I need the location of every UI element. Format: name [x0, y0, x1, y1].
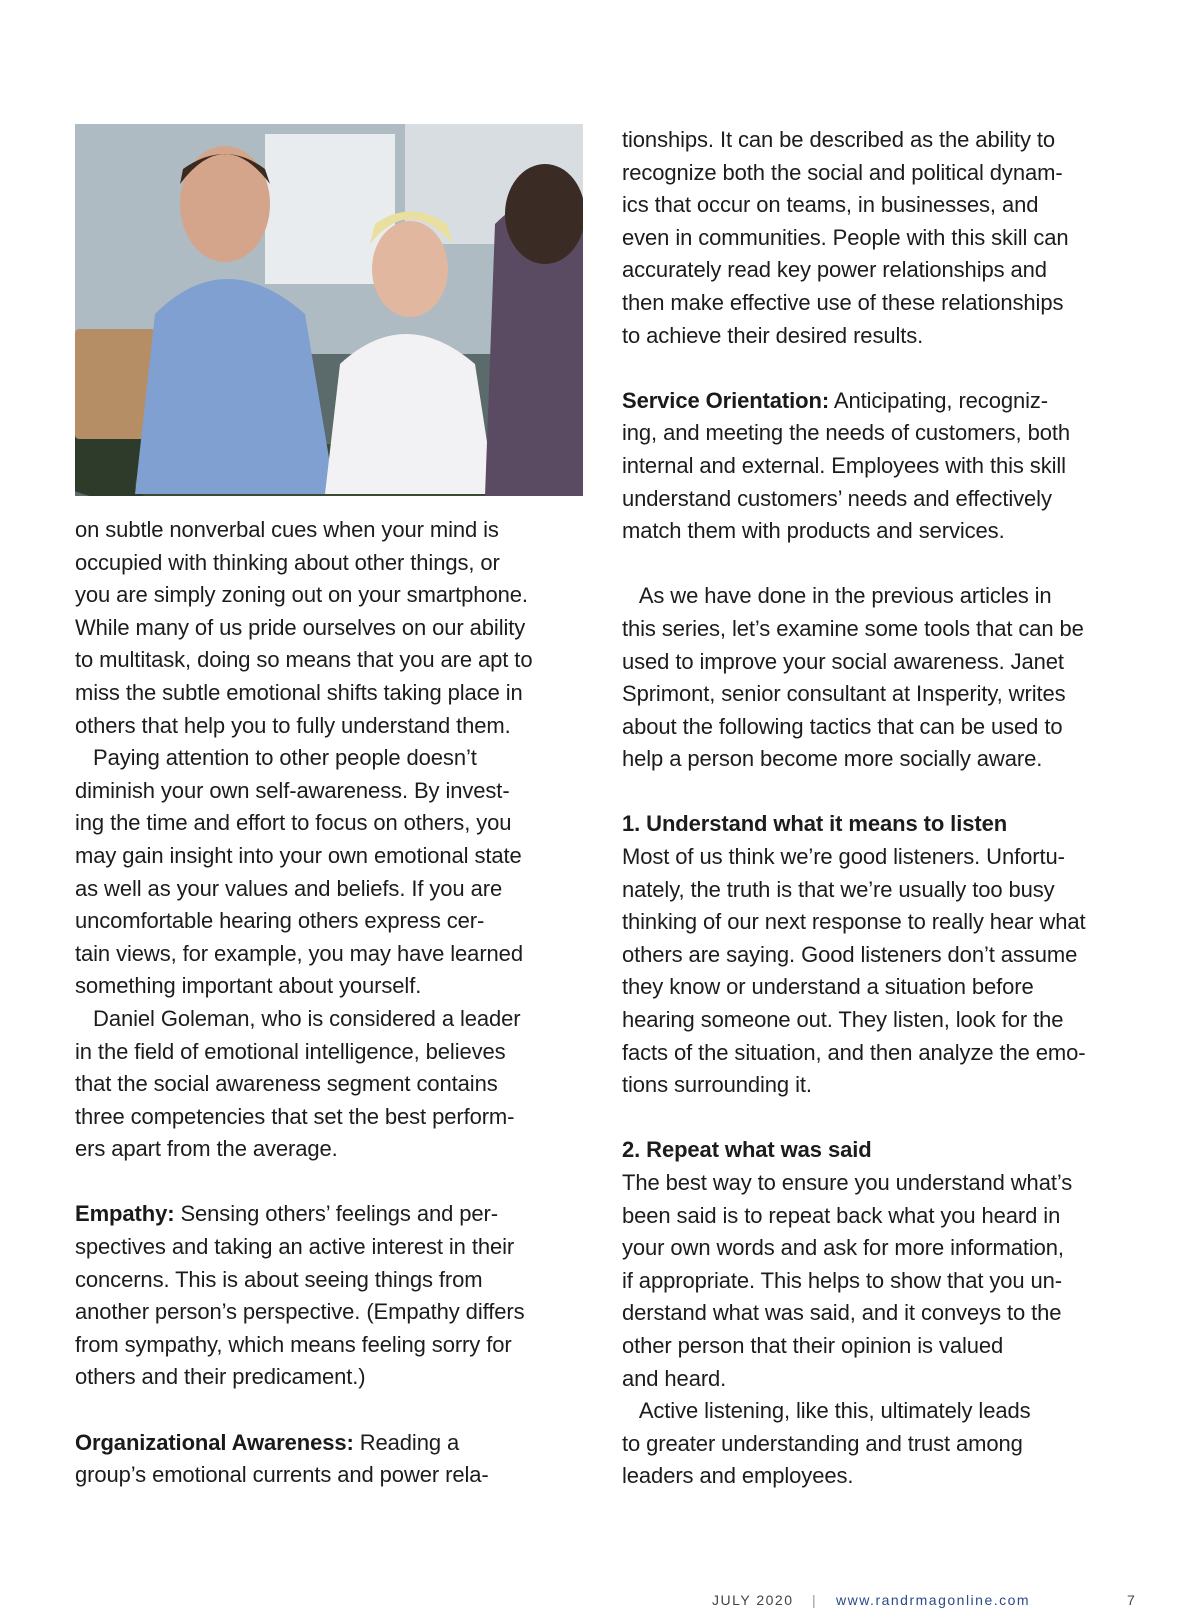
section-2-text-line: been said is to repeat back what you heard in: [622, 1202, 1061, 1228]
section-1-text-line: nately, the truth is that we’re usually too busy: [622, 876, 1055, 902]
org-first-line: [75, 1427, 585, 1460]
service-text-line: ing, and meeting the needs of customers, both: [622, 420, 1071, 446]
section-1-text-line: others are saying. Good listeners don’t assume: [622, 941, 1078, 967]
section-1-text-line: Most of us think we’re good listeners. Unfortu-: [622, 844, 1065, 870]
intro-text-line: about the following tactics that can be used to: [622, 713, 1063, 739]
service-text-line: match them with products and services.: [622, 518, 1005, 544]
service-text-line: internal and external. Employees with this skill: [622, 452, 1066, 478]
org-awareness-text-line: to achieve their desired results.: [622, 322, 924, 348]
left-column: [75, 124, 585, 1492]
section-2-text-line: The best way to ensure you understand what’s: [622, 1170, 1073, 1195]
org-awareness-text-line: recognize both the social and political dynam-: [622, 159, 1063, 185]
body-text-line: tain views, for example, you may have learned: [75, 940, 523, 966]
org-awareness-text-line: even in communities. People with this skill can: [622, 224, 1069, 250]
org-awareness-text-line: ics that occur on teams, in businesses, and: [622, 192, 1039, 218]
intro-text-line: used to improve your social awareness. Janet: [622, 648, 1064, 674]
body-text-line: occupied with thinking about other things, or: [75, 549, 500, 575]
footer-website-link[interactable]: www.randrmagonline.com: [836, 1592, 1031, 1608]
section-heading-2: 2. Repeat what was said: [622, 1137, 872, 1163]
page-footer: [0, 1592, 1200, 1612]
body-text-line: that the social awareness segment contains: [75, 1071, 498, 1097]
body-text-line: While many of us pride ourselves on our ability: [75, 614, 526, 640]
section-1-text-line: hearing someone out. They listen, look for the: [622, 1007, 1064, 1033]
body-text-line: Daniel Goleman, who is considered a leader: [75, 1005, 521, 1031]
section-1-text-line: thinking of our next response to really hear what: [622, 909, 1086, 935]
org-awareness-text-line: tionships. It can be described as the ability to: [622, 127, 1056, 152]
body-text-line: Paying attention to other people doesn’t: [75, 745, 477, 771]
service-text: Anticipating, recogniz-: [829, 387, 1049, 413]
section-2-text-line: if appropriate. This helps to show that you un-: [622, 1267, 1063, 1293]
footer-issue: JULY 2020: [712, 1592, 794, 1608]
section-2-text-line: Active listening, like this, ultimately leads: [622, 1398, 1031, 1424]
org-awareness-text-line: group’s emotional currents and power rela-: [75, 1462, 489, 1488]
service-orientation-term: Service Orientation:: [622, 387, 830, 413]
section-2-text-line: to greater understanding and trust among: [622, 1430, 1023, 1456]
article-photo: [75, 124, 583, 496]
org-awareness-text-line: accurately read key power relationships and: [622, 257, 1047, 283]
org-awareness-term: Organizational Awareness:: [75, 1429, 354, 1455]
section-2-text-line: and heard.: [622, 1365, 727, 1391]
empathy-text-line: from sympathy, which means feeling sorry for: [75, 1331, 512, 1357]
section-1-text-line: tions surrounding it.: [622, 1072, 812, 1098]
body-text-line: diminish your own self-awareness. By invest-: [75, 777, 510, 803]
service-first-line: [622, 385, 1142, 418]
body-text-line: to multitask, doing so means that you are apt to: [75, 647, 533, 673]
body-text-line: three competencies that set the best perform-: [75, 1103, 515, 1129]
org-awareness-text: Reading a: [353, 1429, 460, 1455]
intro-text-line: Sprimont, senior consultant at Insperity, writes: [622, 681, 1066, 707]
section-1-text-line: facts of the situation, and then analyze the emo-: [622, 1039, 1086, 1065]
body-text-line: may gain insight into your own emotional state: [75, 842, 522, 868]
empathy-first-line: [75, 1198, 585, 1231]
intro-text-line: this series, let’s examine some tools that can be: [622, 615, 1084, 641]
right-column: [622, 124, 1142, 1493]
service-text-line: understand customers’ needs and effectively: [622, 485, 1052, 511]
section-2-text-line: other person that their opinion is valued: [622, 1332, 1004, 1358]
body-text-line: something important about yourself.: [75, 973, 422, 999]
body-text-line: miss the subtle emotional shifts taking place in: [75, 679, 523, 705]
intro-text-line: help a person become more socially aware.: [622, 746, 1043, 772]
empathy-term: Empathy:: [75, 1201, 175, 1227]
page-number: 7: [1127, 1592, 1137, 1608]
section-2-text-line: leaders and employees.: [622, 1463, 854, 1489]
section-2-text-line: derstand what was said, and it conveys to the: [622, 1300, 1062, 1326]
body-text-line: as well as your values and beliefs. If you are: [75, 875, 503, 901]
empathy-text-line: another person’s perspective. (Empathy differs: [75, 1299, 525, 1325]
org-awareness-text-line: then make effective use of these relationships: [622, 289, 1064, 315]
intro-text-line: As we have done in the previous articles in: [622, 583, 1052, 609]
photo-icon: [75, 124, 583, 496]
empathy-text-line: others and their predicament.): [75, 1364, 366, 1390]
body-text-line: you are simply zoning out on your smartphone.: [75, 582, 528, 608]
section-1-text-line: they know or understand a situation before: [622, 974, 1034, 1000]
empathy-text-line: concerns. This is about seeing things from: [75, 1266, 483, 1292]
section-2-text-line: your own words and ask for more information,: [622, 1235, 1064, 1261]
body-text-line: on subtle nonverbal cues when your mind is: [75, 517, 499, 542]
footer-separator: |: [812, 1592, 818, 1608]
empathy-text-line: spectives and taking an active interest in their: [75, 1234, 515, 1260]
body-text-line: others that help you to fully understand them.: [75, 712, 511, 738]
empathy-text: Sensing others’ feelings and per-: [174, 1201, 498, 1227]
body-text-line: uncomfortable hearing others express cer-: [75, 908, 485, 934]
section-heading-1: 1. Understand what it means to listen: [622, 811, 1008, 837]
body-text-line: ing the time and effort to focus on others, you: [75, 810, 512, 836]
body-text-line: in the field of emotional intelligence, believes: [75, 1038, 506, 1064]
body-text-line: ers apart from the average.: [75, 1136, 338, 1162]
